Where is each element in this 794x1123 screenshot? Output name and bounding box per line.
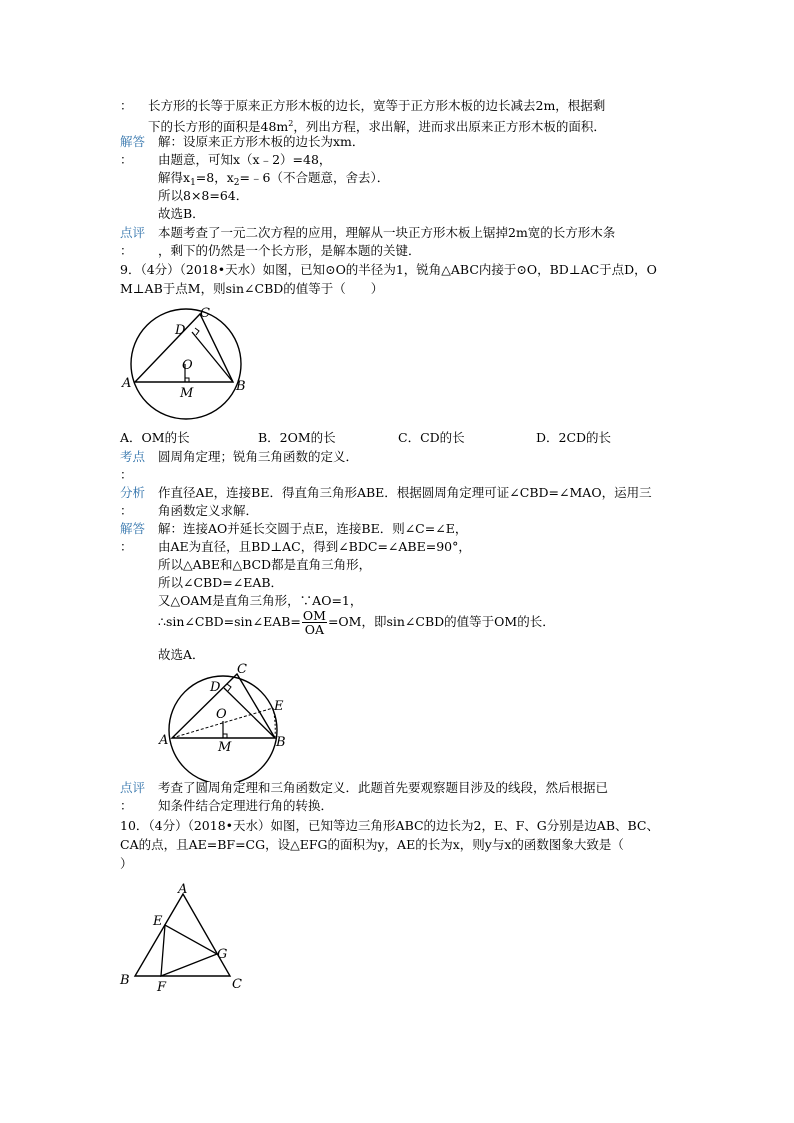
- q9-line2: M⊥AB于点M，则sin∠CBD的值等于（ ）: [120, 281, 384, 296]
- q9-fig-label-a: A: [122, 376, 132, 391]
- comment2-colon: ：: [120, 798, 133, 813]
- answer-line1: 解：设原来正方形木板的边长为xm．: [158, 134, 365, 149]
- q10-fig-label-f: F: [157, 980, 167, 995]
- answer2-line1: 解：连接AO并延长交圆于点E，连接BE．则∠C=∠E，: [158, 521, 468, 536]
- comment-colon: ：: [120, 243, 133, 258]
- analysis-line1: 作直径AE，连接BE．得直角三角形ABE．根据圆周角定理可证∠CBD=∠MAO，运用三: [158, 485, 652, 500]
- sol-fig-label-c: C: [237, 662, 247, 677]
- q9-fig-label-o: O: [182, 358, 193, 373]
- sol-fig-label-b: B: [276, 735, 286, 750]
- q9-fig-label-m: M: [180, 386, 194, 401]
- answer-label: 解答: [120, 134, 146, 149]
- fraction-om-oa: $\frac{OM}{OA}$: [302, 608, 326, 637]
- q9-option-d: D．2CD的长: [536, 430, 612, 445]
- comment2-line2: 知条件结合定理进行角的转换．: [158, 798, 334, 813]
- answer-line2: 由题意，可知x（x﹣2）=48，: [158, 152, 332, 167]
- q10-figure: [112, 880, 247, 995]
- sol-fig-label-m: M: [218, 740, 232, 755]
- answer2-line7: 故选A．: [158, 647, 205, 662]
- comment-label: 点评: [120, 225, 146, 240]
- answer2-line3: 所以△ABE和△BCD都是直角三角形，: [158, 557, 372, 572]
- block1-line2: 下的长方形的面积是$48m^2$，列出方程，求出解，进而求出原来正方形木板的面积．: [148, 119, 606, 134]
- q9-option-b: B．2OM的长: [258, 430, 336, 445]
- q10-line2: CA的点，且AE=BF=CG，设△EFG的面积为y，AE的长为x，则y与x的函数图象大致是（: [120, 837, 624, 852]
- answer2-line4: 所以∠CBD=∠EAB．: [158, 575, 284, 590]
- answer2-line5: 又△OAM是直角三角形，∵AO=1，: [158, 593, 363, 608]
- q9-figure: [112, 300, 262, 428]
- comment-line2: ，剩下的仍然是一个长方形，是解本题的关键．: [158, 243, 421, 258]
- answer2-label: 解答: [120, 521, 146, 536]
- answer-line4: 所以8×8=64．: [158, 188, 249, 203]
- analysis-line2: 角函数定义求解．: [158, 503, 259, 518]
- sol-fig-label-a: A: [159, 733, 169, 748]
- answer-line5: 故选B．: [158, 206, 205, 221]
- block1-line1: 长方形的长等于原来正方形木板的边长，宽等于正方形木板的边长减去2m，根据剩: [148, 98, 606, 113]
- analysis-colon: ：: [120, 503, 133, 518]
- keypoint-label: 考点: [120, 449, 146, 464]
- answer2-colon: ：: [120, 539, 133, 554]
- q9-line1: 9．（4分）（2018•天水）如图，已知⊙O的半径为1，锐角△ABC内接于⊙O，BD⊥AC于点D，O: [120, 262, 657, 277]
- q10-fig-label-b: B: [120, 973, 130, 988]
- sol-fig-label-e: E: [274, 699, 284, 714]
- q10-fig-label-e: E: [153, 914, 163, 929]
- keypoint-line1: 圆周角定理；锐角三角函数的定义．: [158, 449, 359, 464]
- comment2-label: 点评: [120, 780, 146, 795]
- q9-fig-label-c: C: [200, 306, 210, 321]
- answer-colon: ：: [120, 152, 133, 167]
- answer2-line6: ∴sin∠CBD=sin∠EAB= $\frac{OM}{OA}$ =OM，即sin∠CBD的值等于OM的长．: [158, 608, 555, 637]
- keypoint-colon: ：: [120, 467, 133, 482]
- comment-line1: 本题考查了一元二次方程的应用，理解从一块正方形木板上锯掉2m宽的长方形木条: [158, 225, 616, 240]
- q10-fig-label-a: A: [178, 882, 188, 897]
- q9-fig-label-b: B: [236, 379, 246, 394]
- q9-fig-label-d: D: [175, 323, 186, 338]
- answer-line3: 解得$x_1=8$，$x_2=﹣6$（不合题意，舍去）．: [158, 170, 390, 188]
- sol-fig-label-d: D: [210, 680, 221, 695]
- q10-fig-label-c: C: [232, 977, 242, 992]
- q10-line3: ）: [120, 856, 133, 871]
- block1-colon: ：: [120, 98, 133, 113]
- q10-line1: 10．（4分）（2018•天水）如图，已知等边三角形ABC的边长为2，E、F、G分别是边AB、BC、: [120, 818, 659, 833]
- analysis-label: 分析: [120, 485, 146, 500]
- q9-solution-figure: [152, 660, 292, 782]
- q10-fig-label-g: G: [217, 947, 228, 962]
- answer2-line2: 由AE为直径，且BD⊥AC，得到∠BDC=∠ABE=90°，: [158, 539, 471, 554]
- q9-option-a: A．OM的长: [120, 430, 190, 445]
- sol-fig-label-o: O: [216, 707, 227, 722]
- comment2-line1: 考查了圆周角定理和三角函数定义．此题首先要观察题目涉及的线段，然后根据已: [158, 780, 609, 795]
- q9-option-c: C．CD的长: [398, 430, 465, 445]
